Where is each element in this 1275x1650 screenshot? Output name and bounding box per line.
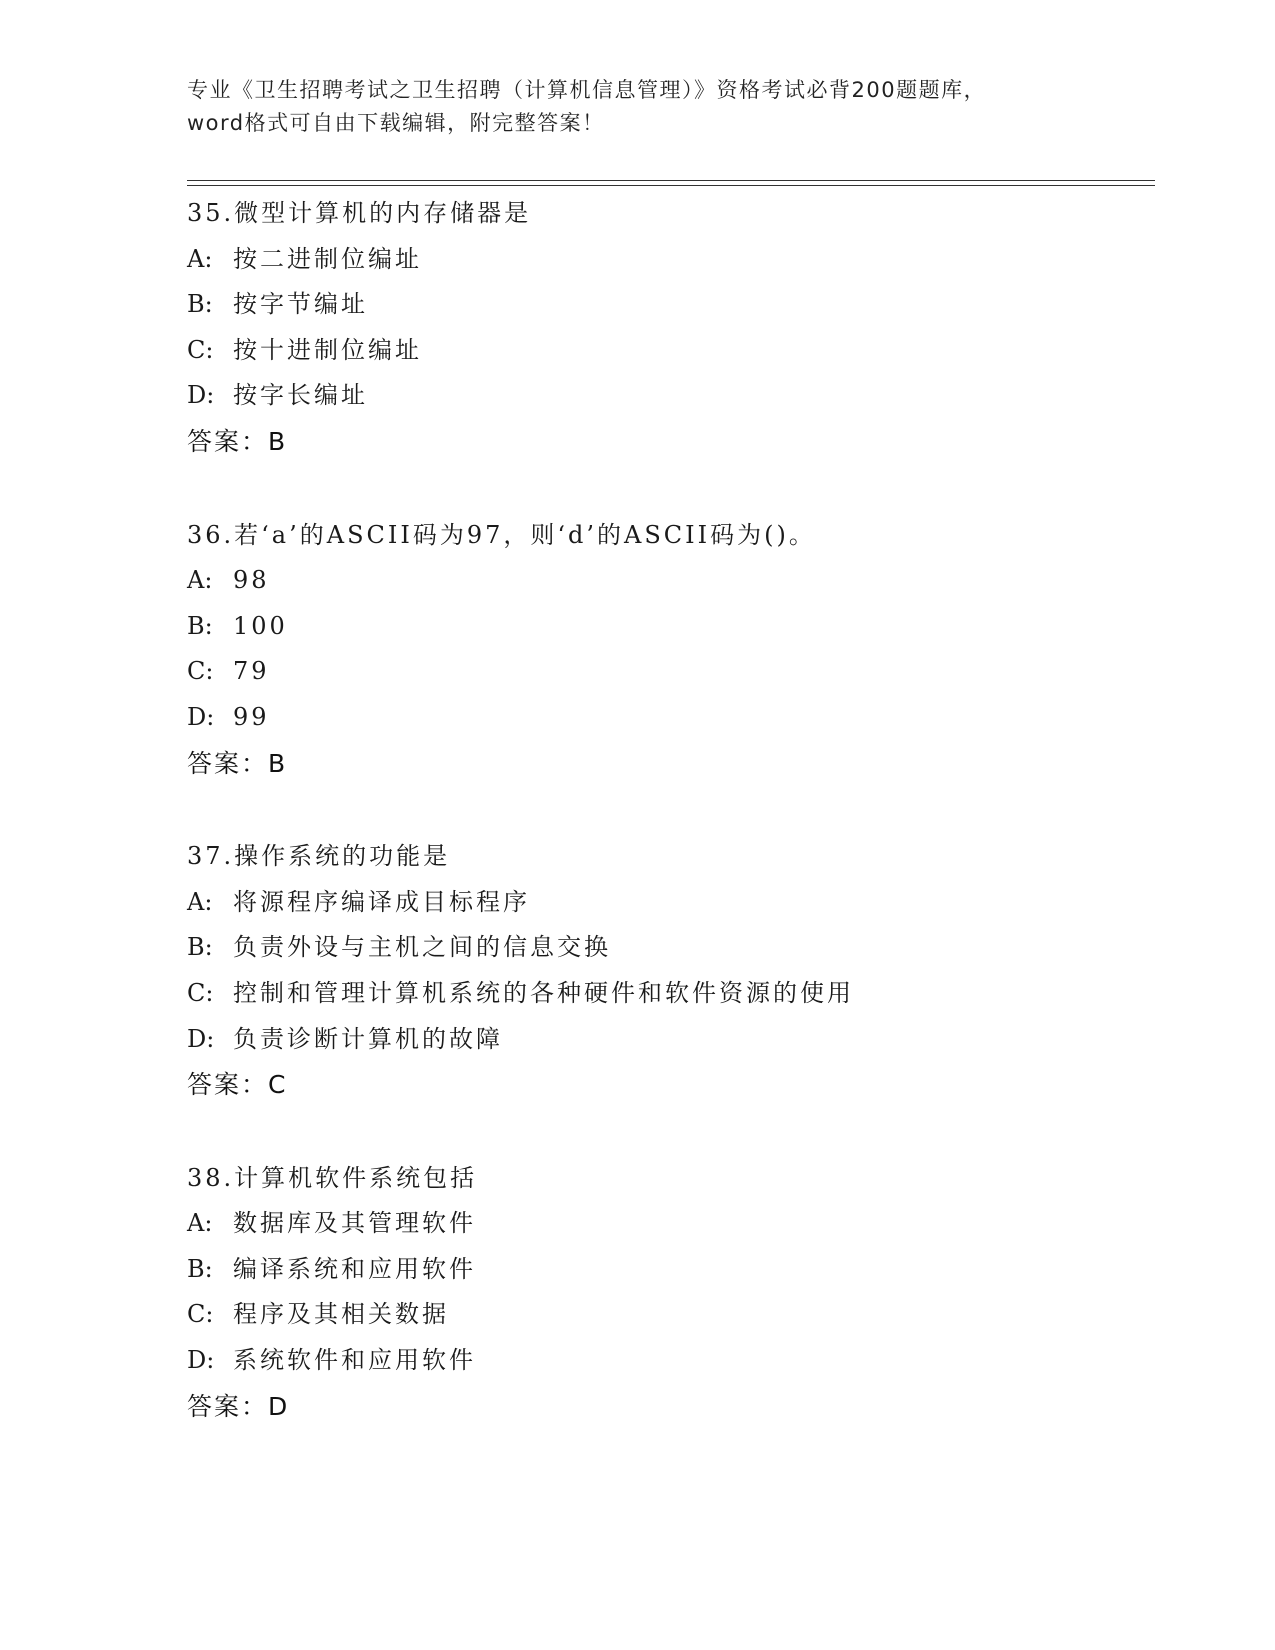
header-line-1: 专业《卫生招聘考试之卫生招聘（计算机信息管理）》资格考试必背200题题库， <box>187 78 987 102</box>
option-d <box>187 373 1155 419</box>
option-c <box>187 328 1155 374</box>
option-label: D: <box>187 702 215 731</box>
option-a <box>187 237 1155 283</box>
question-stem: 37.操作系统的功能是 <box>187 842 451 871</box>
option-a <box>187 558 1155 604</box>
option-label: C: <box>187 657 214 686</box>
option-d <box>187 1338 1155 1384</box>
option-label: B: <box>187 1254 213 1283</box>
answer: 答案：B <box>187 426 288 456</box>
option-text: 负责诊断计算机的故障 <box>233 1024 503 1053</box>
option-a <box>187 880 1155 926</box>
option-label: A: <box>187 566 213 595</box>
question-stem: 35.微型计算机的内存储器是 <box>187 199 532 227</box>
option-label: C: <box>187 978 214 1007</box>
question-list <box>187 191 1155 1477</box>
option-label: B: <box>187 611 213 640</box>
option-text: 按十进制位编址 <box>233 335 422 364</box>
answer: 答案：C <box>187 1070 288 1100</box>
question-35 <box>187 191 1155 465</box>
header-divider-top <box>187 180 1155 181</box>
option-label: D: <box>187 1024 215 1053</box>
question-37 <box>187 834 1155 1108</box>
option-text: 系统软件和应用软件 <box>233 1346 476 1375</box>
option-text: 编译系统和应用软件 <box>233 1254 476 1283</box>
answer: 答案：B <box>187 748 288 778</box>
option-c <box>187 649 1155 695</box>
option-label: A: <box>187 244 213 273</box>
header-line-2: word格式可自由下载编辑，附完整答案！ <box>187 111 605 135</box>
option-a <box>187 1201 1155 1247</box>
answer: 答案：D <box>187 1391 290 1421</box>
option-label: D: <box>187 1346 215 1375</box>
option-label: B: <box>187 290 213 319</box>
option-text: 负责外设与主机之间的信息交换 <box>233 933 611 962</box>
option-d <box>187 1017 1155 1063</box>
option-text: 按字长编址 <box>233 381 368 410</box>
option-text: 按字节编址 <box>233 290 368 319</box>
question-38 <box>187 1156 1155 1430</box>
option-b <box>187 282 1155 328</box>
option-text: 数据库及其管理软件 <box>233 1209 476 1238</box>
question-stem: 38.计算机软件系统包括 <box>187 1163 478 1192</box>
question-36 <box>187 513 1155 787</box>
option-c <box>187 1292 1155 1338</box>
option-label: A: <box>187 1209 213 1238</box>
option-text: 将源程序编译成目标程序 <box>233 887 530 916</box>
option-c <box>187 971 1155 1017</box>
option-label: B: <box>187 933 213 962</box>
option-text: 100 <box>233 611 288 640</box>
option-text: 99 <box>233 702 270 731</box>
option-label: A: <box>187 887 213 916</box>
option-label: C: <box>187 1300 214 1329</box>
option-label: C: <box>187 335 214 364</box>
option-label: D: <box>187 381 215 410</box>
option-b <box>187 604 1155 650</box>
option-b <box>187 1247 1155 1293</box>
header-divider-bottom <box>187 185 1155 186</box>
option-text: 控制和管理计算机系统的各种硬件和软件资源的使用 <box>233 978 854 1007</box>
question-stem: 36.若‘a’的ASCII码为97，则‘d’的ASCII码为()。 <box>187 520 816 549</box>
option-text: 程序及其相关数据 <box>233 1300 449 1329</box>
document-header <box>187 74 1087 140</box>
option-text: 98 <box>233 566 270 595</box>
option-b <box>187 925 1155 971</box>
option-d <box>187 695 1155 741</box>
option-text: 79 <box>233 657 270 686</box>
option-text: 按二进制位编址 <box>233 244 422 273</box>
